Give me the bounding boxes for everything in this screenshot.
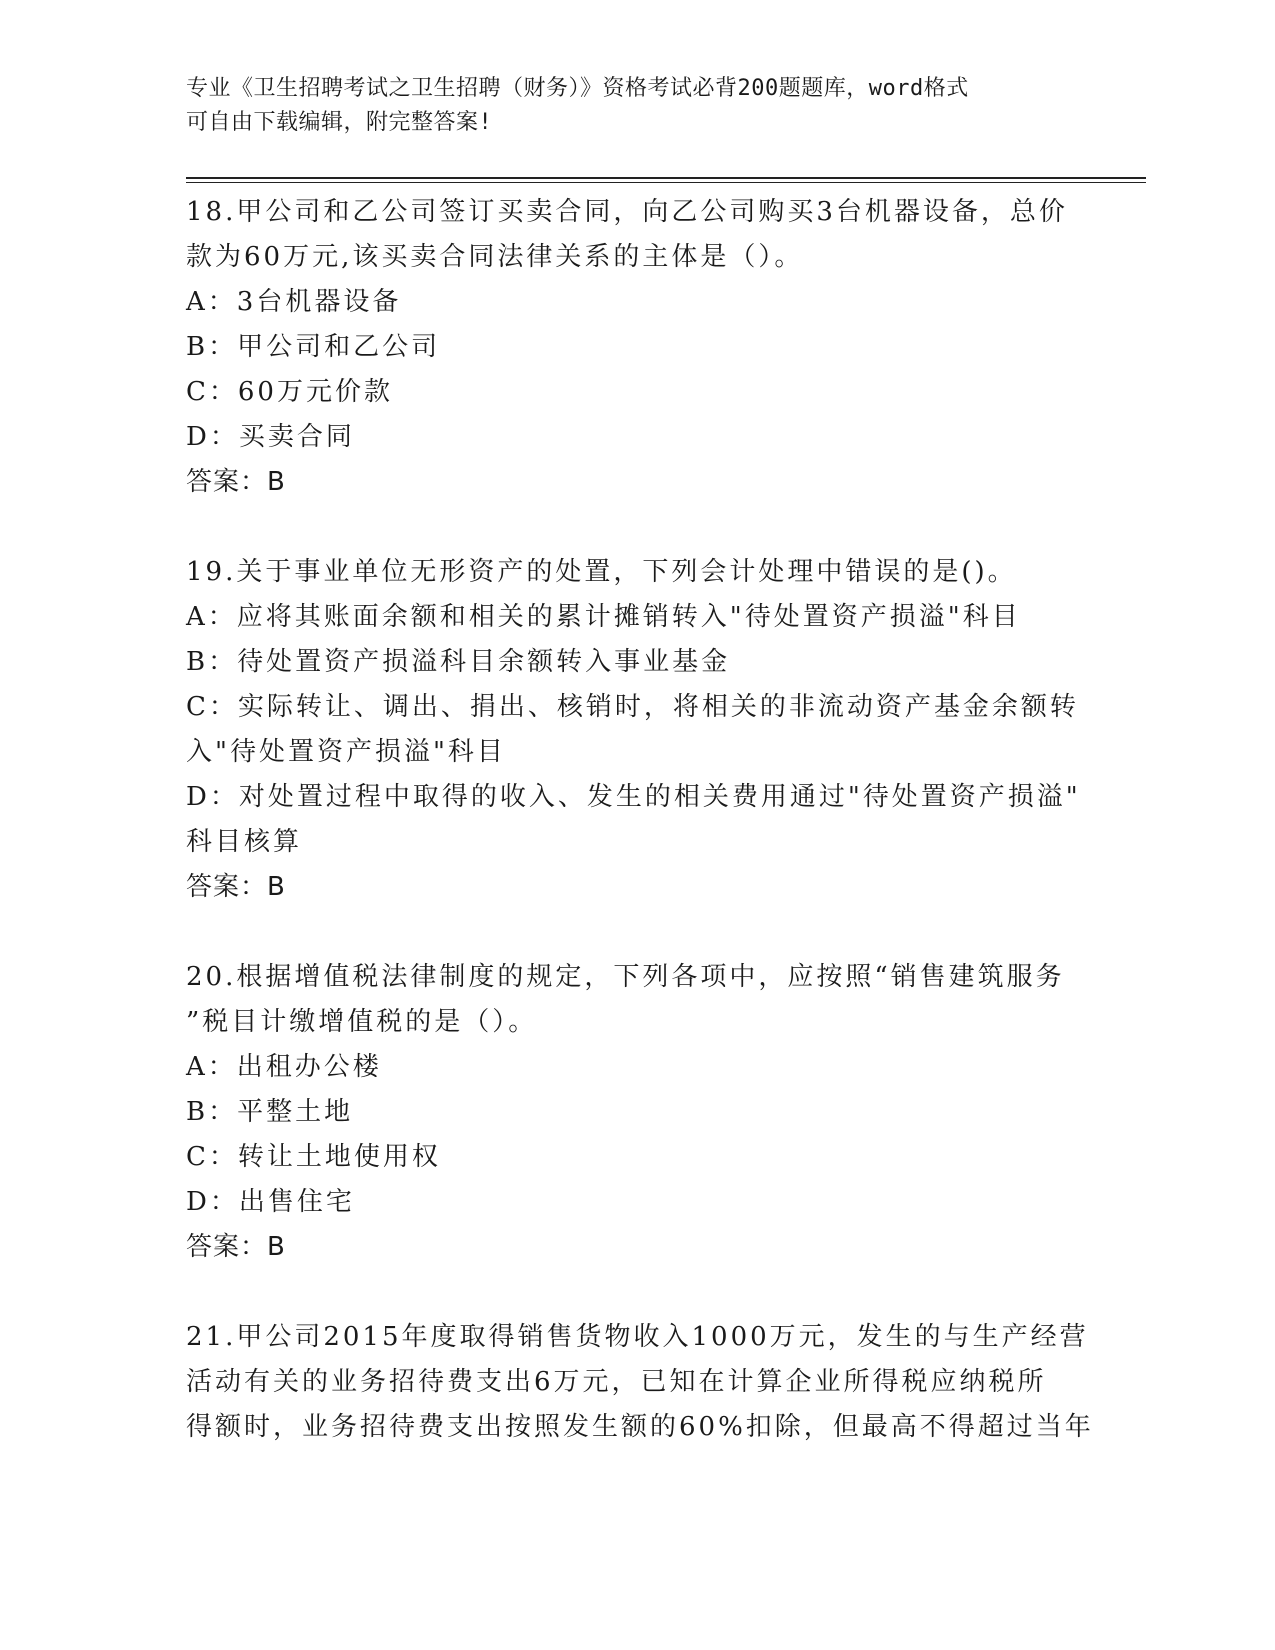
answer-label: 答案：B [186,872,286,902]
option-a: A：应将其账面余额和相关的累计摊销转入"待处置资产损溢"科目 [186,602,1021,632]
option-b: B：甲公司和乙公司 [186,332,441,362]
header-line-2: 可自由下载编辑，附完整答案! [186,110,493,135]
option-c: C：实际转让、调出、捐出、核销时，将相关的非流动资产基金余额转 [186,692,1079,722]
option-d: D：买卖合同 [186,422,355,452]
option-b: B：待处置资产损溢科目余额转入事业基金 [186,647,731,677]
option-d: D：出售住宅 [186,1187,355,1217]
question-20 [186,955,1086,1270]
header-divider-thin [186,182,1146,183]
question-19 [186,550,1086,910]
question-stem-line: 18.甲公司和乙公司签订买卖合同，向乙公司购买3台机器设备，总价 [186,197,1068,227]
question-stem-line: 款为60万元,该买卖合同法律关系的主体是（）。 [186,242,804,272]
header-divider-thick [186,177,1146,179]
option-b: B：平整土地 [186,1097,354,1127]
question-stem-line: 20.根据增值税法律制度的规定，下列各项中，应按照“销售建筑服务 [186,962,1065,992]
document-header [186,72,1086,140]
question-21 [186,1315,1094,1450]
option-d-continued: 科目核算 [186,827,303,857]
question-stem-line: 活动有关的业务招待费支出6万元，已知在计算企业所得税应纳税所 [186,1367,1047,1397]
question-stem-line: ”税目计缴增值税的是（）。 [186,1007,538,1037]
question-18 [186,190,1086,505]
question-stem-line: 21.甲公司2015年度取得销售货物收入1000万元，发生的与生产经营 [186,1322,1089,1352]
answer-label: 答案：B [186,1232,286,1262]
option-a: A：出租办公楼 [186,1052,382,1082]
answer-label: 答案：B [186,467,286,497]
question-stem-line: 19.关于事业单位无形资产的处置，下列会计处理中错误的是()。 [186,557,1017,587]
question-list [186,190,1094,1495]
option-a: A：3台机器设备 [186,287,402,317]
option-c: C：60万元价款 [186,377,393,407]
option-c: C：转让土地使用权 [186,1142,441,1172]
option-d: D：对处置过程中取得的收入、发生的相关费用通过"待处置资产损溢" [186,782,1081,812]
question-stem-line: 得额时，业务招待费支出按照发生额的60%扣除，但最高不得超过当年 [186,1412,1094,1442]
option-c-continued: 入"待处置资产损溢"科目 [186,737,506,767]
header-line-1: 专业《卫生招聘考试之卫生招聘（财务）》资格考试必背200题题库，word格式 [186,76,969,101]
